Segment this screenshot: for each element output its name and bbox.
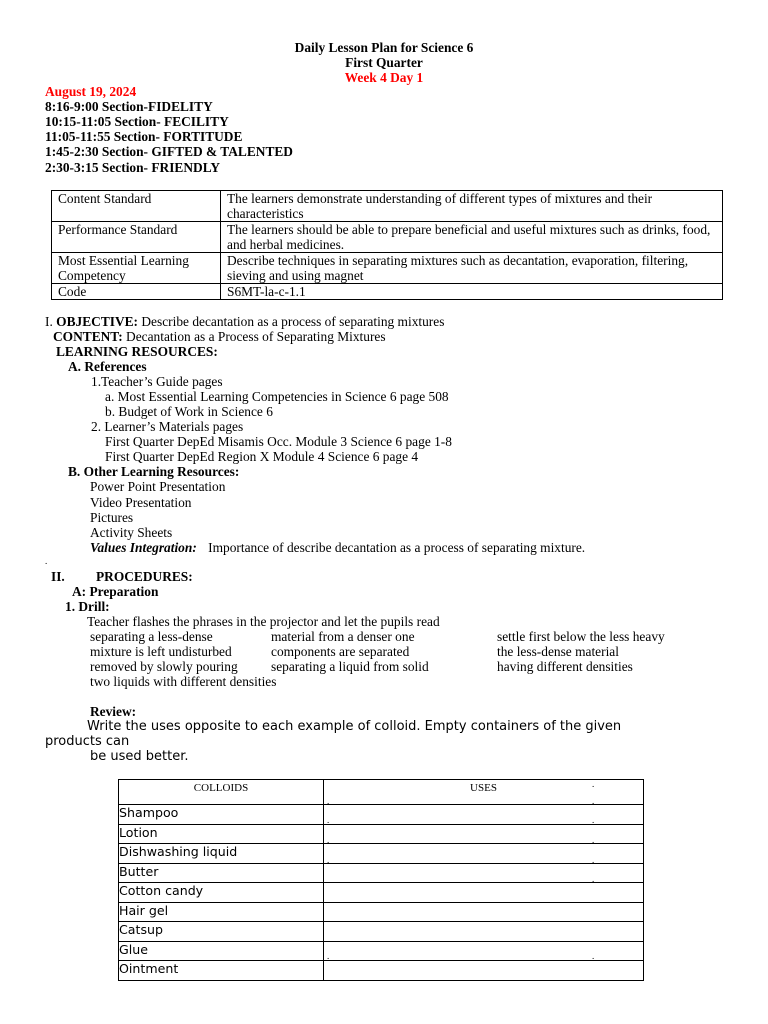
preparation-heading: A: Preparation <box>72 584 159 599</box>
drill-phrase: separating a less-dense <box>90 629 213 644</box>
table-row <box>52 253 723 284</box>
drill-phrase: separating a liquid from solid <box>271 659 429 674</box>
artifact-dot: . <box>327 835 330 845</box>
uses-cell[interactable] <box>324 844 644 864</box>
artifact-dot: . <box>592 855 595 865</box>
drill-phrase: having different densities <box>497 659 633 674</box>
uses-header: USES <box>324 780 644 805</box>
references-heading: A. References <box>68 359 147 374</box>
table-row <box>52 222 723 253</box>
section-schedule-1: 8:16-9:00 Section-FIDELITY <box>45 99 213 114</box>
section-schedule-2: 10:15-11:05 Section- FECILITY <box>45 114 229 129</box>
table-row <box>119 902 644 922</box>
standard-label: Most Essential Learning Competency <box>52 253 221 284</box>
uses-cell[interactable] <box>324 883 644 903</box>
resource-item: Pictures <box>90 510 134 525</box>
drill-phrase: mixture is left undisturbed <box>90 644 232 659</box>
standard-text: The learners demonstrate understanding of different types of mixtures and their characteristics <box>221 191 723 222</box>
drill-phrase: the less-dense material <box>497 644 619 659</box>
colloid-name: Glue <box>119 941 324 961</box>
table-row <box>52 191 723 222</box>
table-row <box>52 284 723 300</box>
uses-cell[interactable] <box>324 961 644 981</box>
procedures-roman: II. <box>51 569 65 584</box>
uses-cell[interactable] <box>324 902 644 922</box>
colloid-name: Lotion <box>119 824 324 844</box>
artifact-dot: . <box>592 835 595 845</box>
drill-phrase: material from a denser one <box>271 629 415 644</box>
colloid-name: Catsup <box>119 922 324 942</box>
artifact-dot: . <box>327 796 330 806</box>
standard-text: Describe techniques in separating mixtures such as decantation, evaporation, filtering, sieving and using magnet <box>221 253 723 284</box>
drill-phrase: components are separated <box>271 644 410 659</box>
colloid-name: Butter <box>119 863 324 883</box>
colloid-name: Cotton candy <box>119 883 324 903</box>
artifact-dot: . <box>592 779 595 789</box>
procedures-heading: PROCEDURES: <box>96 569 193 584</box>
other-resources-heading: B. Other Learning Resources: <box>68 464 240 479</box>
section-schedule-3: 11:05-11:55 Section- FORTITUDE <box>45 129 243 144</box>
section-schedule-5: 2:30-3:15 Section- FRIENDLY <box>45 160 221 175</box>
artifact-dot: . <box>592 796 595 806</box>
drill-phrase: removed by slowly pouring <box>90 659 238 674</box>
table-row <box>119 941 644 961</box>
objective-label: OBJECTIVE: <box>56 314 139 329</box>
uses-cell[interactable] <box>324 863 644 883</box>
colloid-name: Shampoo <box>119 805 324 825</box>
colloids-table <box>118 779 644 981</box>
colloid-name: Ointment <box>119 961 324 981</box>
learning-resources-heading: LEARNING RESOURCES: <box>56 344 218 359</box>
review-instruction: Write the uses opposite to each example of colloid. Empty containers of the given <box>87 719 622 734</box>
table-row <box>119 922 644 942</box>
colloids-header: COLLOIDS <box>119 780 324 805</box>
colloid-name: Dishwashing liquid <box>119 844 324 864</box>
standard-text: The learners should be able to prepare beneficial and useful mixtures such as drinks, food, and herbal medicines. <box>221 222 723 253</box>
artifact-dot: . <box>327 815 330 825</box>
quarter-label: First Quarter <box>345 55 423 70</box>
table-row <box>119 883 644 903</box>
standard-label: Performance Standard <box>52 222 221 253</box>
review-instruction: be used better. <box>90 749 189 764</box>
objective-roman: I. <box>45 314 53 329</box>
stray-dot: . <box>45 556 48 566</box>
values-text: Importance of describe decantation as a process of separating mixture. <box>208 540 586 555</box>
table-row <box>119 863 644 883</box>
learners-materials-pages: 2. Learner’s Materials pages <box>91 419 244 434</box>
review-instruction: products can <box>45 734 130 749</box>
colloid-name: Hair gel <box>119 902 324 922</box>
uses-cell[interactable] <box>324 941 644 961</box>
week-day-label: Week 4 Day 1 <box>344 70 424 85</box>
table-row <box>119 844 644 864</box>
section-schedule-4: 1:45-2:30 Section- GIFTED & TALENTED <box>45 144 293 159</box>
review-heading: Review: <box>90 704 137 719</box>
drill-phrase: settle first below the less heavy <box>497 629 665 644</box>
drill-phrase: two liquids with different densities <box>90 674 277 689</box>
drill-intro: Teacher flashes the phrases in the projector and let the pupils read <box>87 614 440 629</box>
values-label: Values Integration: <box>90 540 197 555</box>
artifact-dot: . <box>327 951 330 961</box>
uses-cell[interactable] <box>324 922 644 942</box>
artifact-dot: . <box>592 951 595 961</box>
teachers-guide-pages: 1.Teacher’s Guide pages <box>91 374 223 389</box>
uses-cell[interactable] <box>324 824 644 844</box>
reference-item: First Quarter DepEd Region X Module 4 Science 6 page 4 <box>105 449 419 464</box>
standard-label: Content Standard <box>52 191 221 222</box>
objective-text: Describe decantation as a process of separating mixtures <box>138 314 445 329</box>
content-text: Decantation as a Process of Separating Mixtures <box>122 329 386 344</box>
content-label: CONTENT: <box>53 329 123 344</box>
lesson-plan-title: Daily Lesson Plan for Science 6 <box>294 40 474 55</box>
table-row <box>119 824 644 844</box>
table-row <box>119 805 644 825</box>
artifact-dot: . <box>327 855 330 865</box>
resource-item: Power Point Presentation <box>90 479 226 494</box>
standard-label: Code <box>52 284 221 300</box>
objective-line <box>45 314 444 330</box>
table-header-row <box>119 780 644 805</box>
drill-heading: 1. Drill: <box>65 599 110 614</box>
content-line <box>53 329 386 345</box>
resource-item: Activity Sheets <box>90 525 173 540</box>
standards-table <box>51 190 723 300</box>
artifact-dot: . <box>592 874 595 884</box>
artifact-dot: . <box>592 815 595 825</box>
table-row <box>119 961 644 981</box>
resource-item: Video Presentation <box>90 495 192 510</box>
lesson-date: August 19, 2024 <box>45 84 137 99</box>
uses-cell[interactable] <box>324 805 644 825</box>
reference-item: b. Budget of Work in Science 6 <box>105 404 273 419</box>
values-integration <box>90 540 585 556</box>
reference-item: a. Most Essential Learning Competencies in Science 6 page 508 <box>105 389 449 404</box>
reference-item: First Quarter DepEd Misamis Occ. Module 3 Science 6 page 1-8 <box>105 434 452 449</box>
standard-text: S6MT-la-c-1.1 <box>221 284 723 300</box>
